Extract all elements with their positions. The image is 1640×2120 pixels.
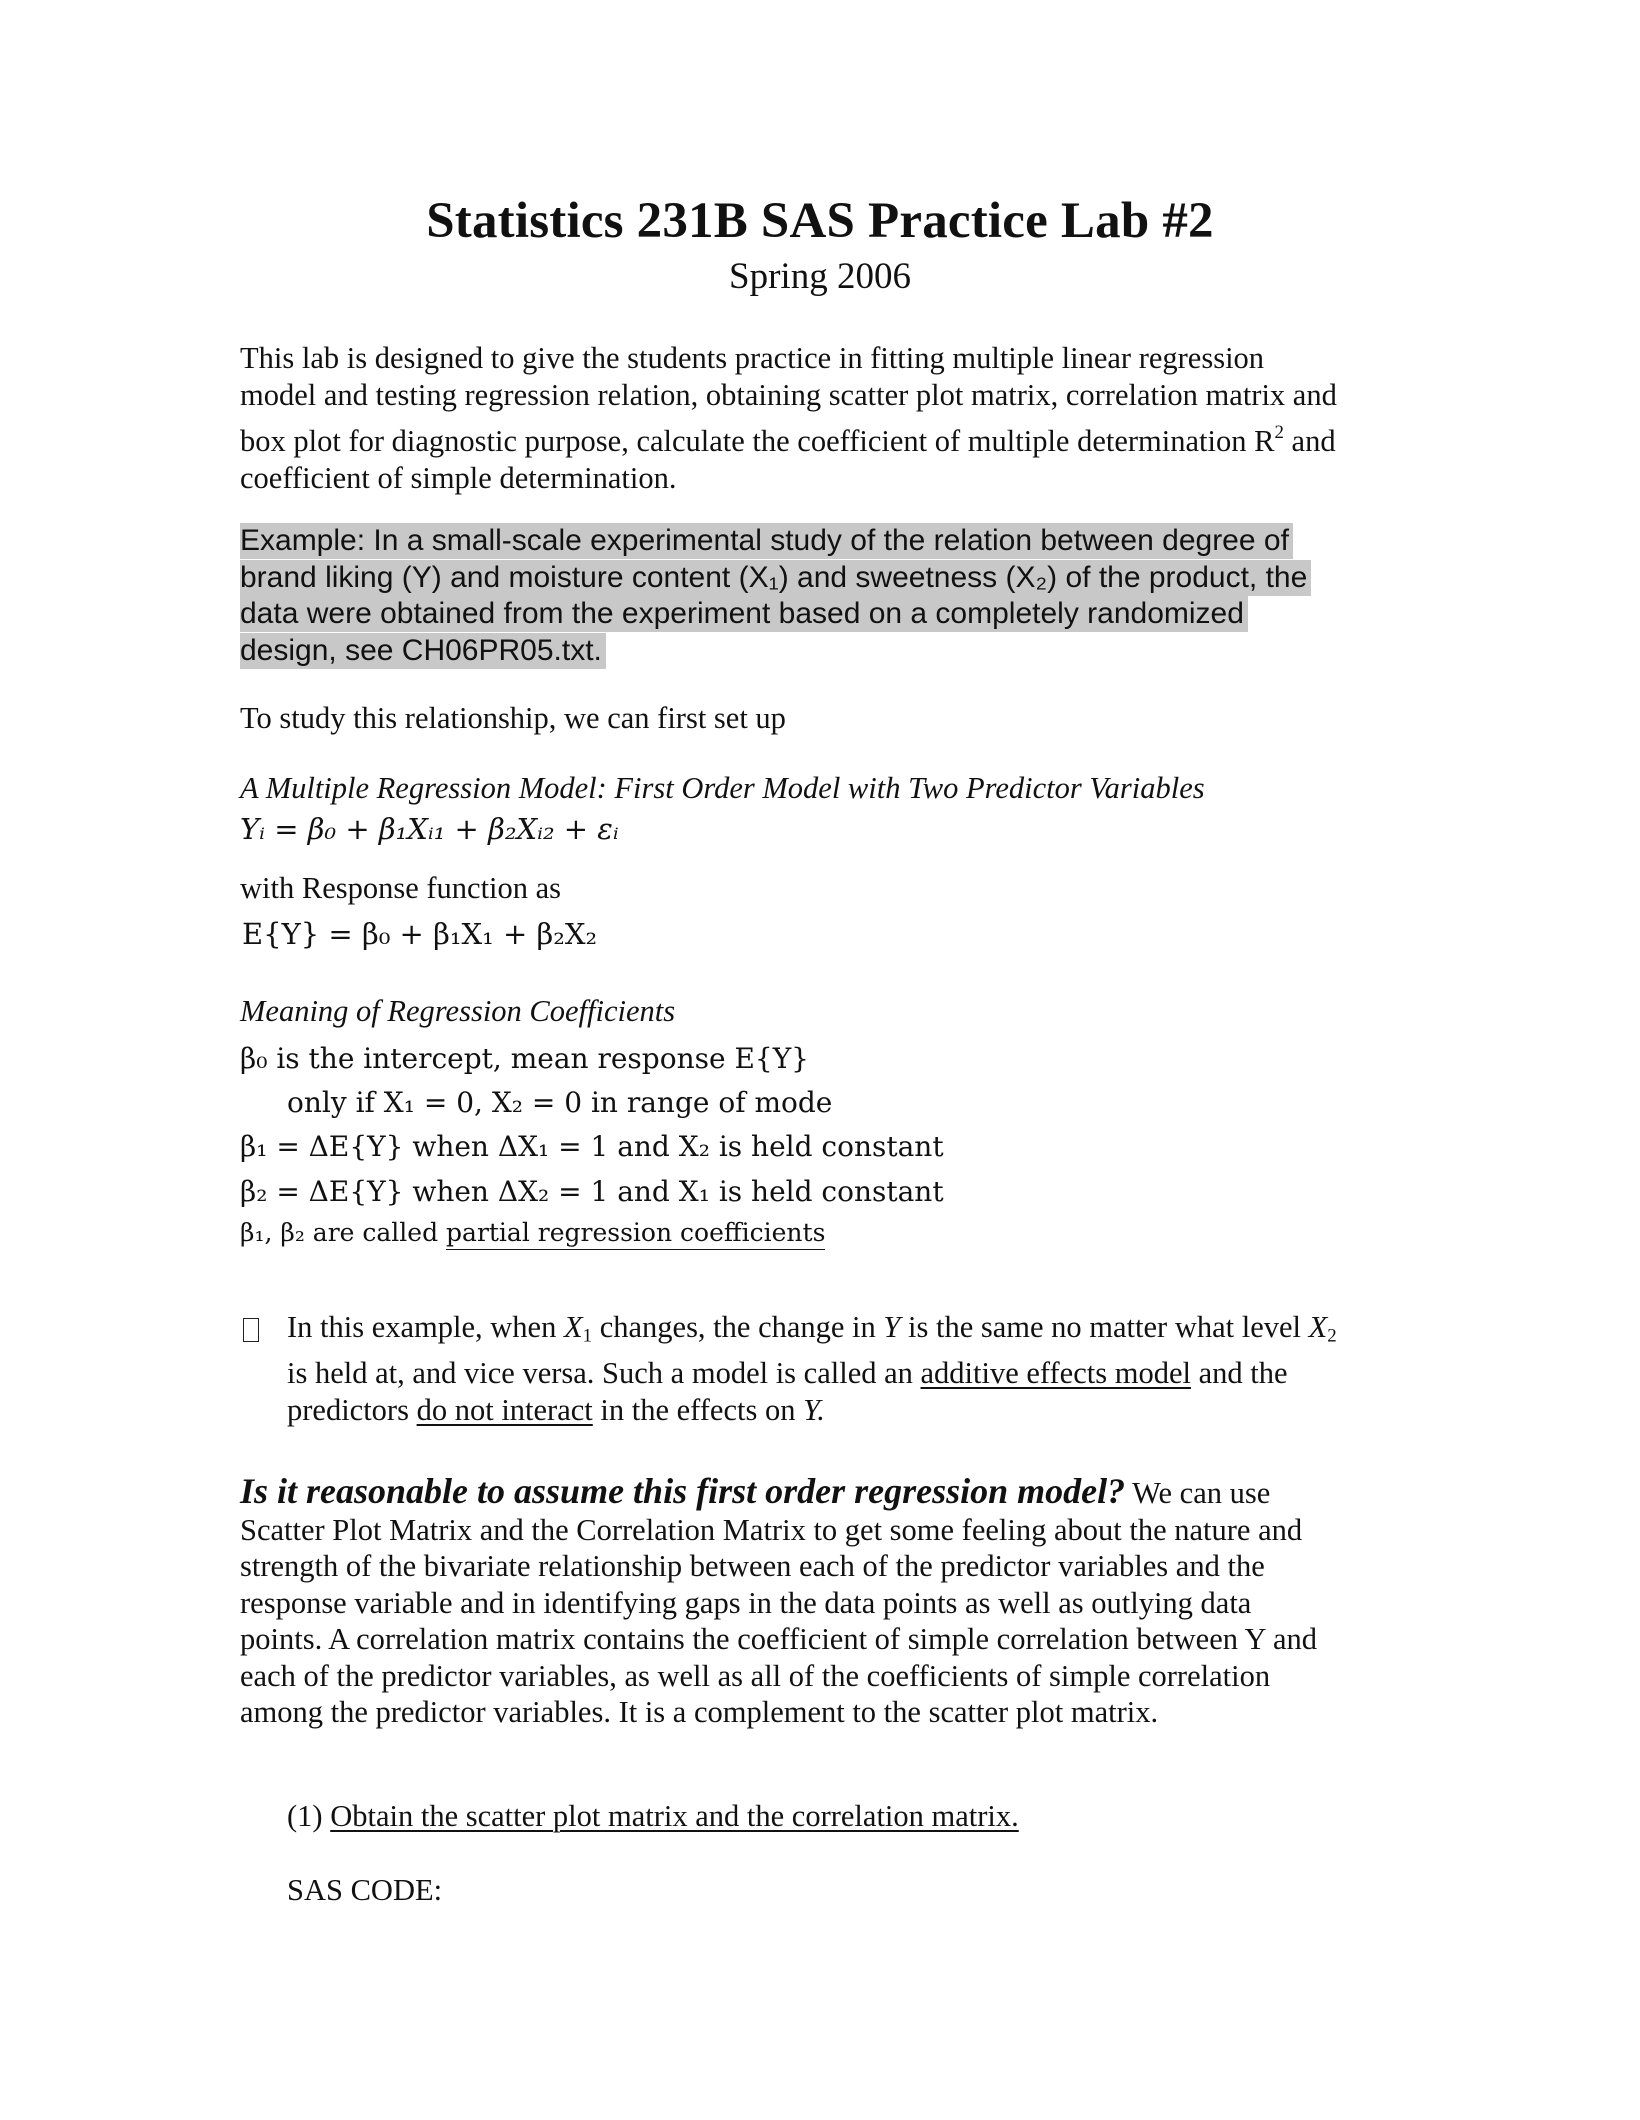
para-line: strength of the bivariate relationship between each of the predictor variables and the bbox=[240, 1549, 1265, 1583]
example-paragraph bbox=[240, 523, 1400, 669]
underlined-term: do not interact bbox=[416, 1392, 593, 1427]
bullet-text: and the bbox=[1190, 1355, 1288, 1390]
model-heading: A Multiple Regression Model: First Order Model with Two Predictor Variables bbox=[240, 771, 1205, 805]
subscript: 2 bbox=[1327, 1325, 1337, 1347]
intro-line: This lab is designed to give the students practice in fitting multiple linear regression bbox=[240, 341, 1265, 375]
step-text: Obtain the scatter plot matrix and the correlation matrix. bbox=[330, 1799, 1019, 1833]
b2-line: β₂ = ΔE{Y} when ΔX₂ = 1 and X₁ is held constant bbox=[240, 1175, 944, 1208]
intro-text: and bbox=[1283, 424, 1336, 459]
partial-prefix: β₁, β₂ are called bbox=[240, 1218, 447, 1247]
para-line: Scatter Plot Matrix and the Correlation Matrix to get some feeling about the nature and bbox=[240, 1512, 1303, 1547]
partial-line bbox=[240, 1218, 825, 1247]
highlighted-text: data were obtained from the experiment based on a completely randomized bbox=[240, 596, 1248, 632]
var-x: X bbox=[563, 1310, 583, 1344]
step-1 bbox=[287, 1798, 1457, 1835]
step-number: (1) bbox=[287, 1799, 331, 1833]
superscript: 2 bbox=[1274, 422, 1284, 443]
page-title: Statistics 231B SAS Practice Lab #2 bbox=[426, 193, 1214, 249]
var-y: Y. bbox=[803, 1392, 825, 1427]
para-line: points. A correlation matrix contains the coefficient of simple correlation between Y and bbox=[240, 1622, 1318, 1656]
para-line: response variable and in identifying gaps in the data points as well as outlying data bbox=[240, 1585, 1252, 1620]
intro-paragraph bbox=[240, 340, 1410, 497]
para-line: each of the predictor variables, as well as all of the coefficients of simple correlation bbox=[240, 1658, 1271, 1693]
partial-term: partial regression coefficients bbox=[446, 1218, 825, 1250]
b0-condition: only if X₁ = 0, X₂ = 0 in range of mode bbox=[287, 1086, 833, 1119]
intro-line: coefficient of simple determination. bbox=[240, 461, 677, 496]
bullet-paragraph bbox=[287, 1309, 1407, 1429]
intro-line: model and testing regression relation, obtaining scatter plot matrix, correlation matrix and bbox=[240, 378, 1337, 412]
highlighted-text: Example: In a small-scale experimental study of the relation between degree of bbox=[240, 523, 1293, 559]
bullet-text: in the effects on bbox=[592, 1392, 804, 1427]
bullet-text: is the same no matter what level bbox=[900, 1310, 1309, 1344]
reasonable-paragraph bbox=[240, 1473, 1410, 1731]
para-line: among the predictor variables. It is a complement to the scatter plot matrix. bbox=[240, 1695, 1159, 1729]
subscript: 1 bbox=[582, 1325, 593, 1347]
var-x: X bbox=[1308, 1310, 1328, 1344]
response-text: with Response function as bbox=[240, 871, 562, 905]
sas-code-label: SAS CODE: bbox=[287, 1873, 443, 1907]
intro-text: box plot for diagnostic purpose, calculate the coefficient of multiple determination R bbox=[240, 424, 1275, 459]
bullet-text: changes, the change in bbox=[592, 1310, 884, 1344]
underlined-term: additive effects model bbox=[920, 1355, 1191, 1390]
b1-line: β₁ = ΔE{Y} when ΔX₁ = 1 and X₂ is held constant bbox=[240, 1130, 944, 1163]
bullet-text: is held at, and vice versa. Such a model is called an bbox=[287, 1355, 921, 1390]
bullet-text: predictors bbox=[287, 1392, 417, 1427]
highlighted-text: brand liking (Y) and moisture content (X₁) and sweetness (X₂) of the product, the bbox=[240, 560, 1311, 596]
model-equation: Yᵢ = β₀ + β₁Xᵢ₁ + β₂Xᵢ₂ + εᵢ bbox=[240, 812, 619, 846]
b0-line: β₀ is the intercept, mean response E{Y} bbox=[240, 1042, 809, 1075]
highlighted-text: design, see CH06PR05.txt. bbox=[240, 633, 606, 669]
bullet-box-icon bbox=[243, 1318, 259, 1342]
intro-line bbox=[240, 414, 1410, 460]
var-y: Y bbox=[883, 1310, 901, 1344]
response-equation: E{Y} = β₀ + β₁X₁ + β₂X₂ bbox=[242, 917, 598, 951]
bullet-text: In this example, when bbox=[287, 1310, 564, 1344]
para-text: We can use bbox=[1125, 1476, 1271, 1510]
question-heading: Is it reasonable to assume this first order regression model? bbox=[240, 1471, 1126, 1511]
page-subtitle: Spring 2006 bbox=[729, 256, 911, 297]
setup-text: To study this relationship, we can first set up bbox=[240, 701, 786, 735]
meaning-heading: Meaning of Regression Coefficients bbox=[240, 994, 676, 1028]
